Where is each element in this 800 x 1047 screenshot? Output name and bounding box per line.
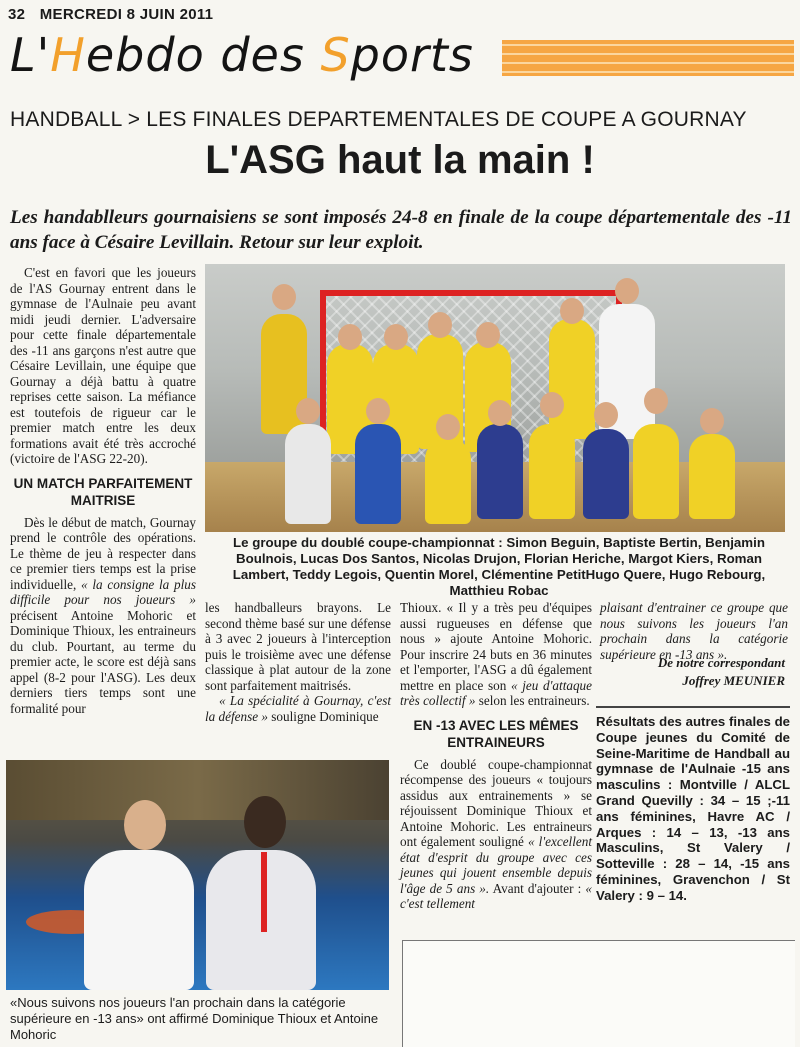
player-head xyxy=(476,322,500,348)
paragraph: les handballeurs brayons. Le second thème basé sur une défense à 3 avec 2 joueurs à l'interception puis le troisième avec une défense classique à plat autour de la zone sont parfaitement maitrisés. xyxy=(205,600,391,693)
paragraph xyxy=(10,515,196,717)
coach-shirt xyxy=(84,850,194,990)
player-figure xyxy=(477,424,523,519)
quote: « jeu d'attaque très collectif » xyxy=(400,677,592,708)
paragraph xyxy=(600,600,788,662)
article-column-2 xyxy=(205,600,391,724)
article-kicker: HANDBALL > LES FINALES DEPARTEMENTALES DE COUPE A GOURNAY xyxy=(10,108,747,131)
coach-head xyxy=(124,800,166,850)
empty-box xyxy=(402,940,795,1047)
paragraph-text: Thioux. « Il y a très peu d'équipes aussi rugueuses en défense que nous » ajoute Antoine Mohoric. Pour inscrire 24 buts en 36 minutes et l'emporter, l'ASG a dû également mettre en place son xyxy=(400,600,592,693)
paragraph-text: Avant d'ajouter : xyxy=(489,880,586,896)
paragraph-text: souligne Dominique xyxy=(268,708,379,724)
gym-wall xyxy=(6,760,389,820)
player-figure xyxy=(633,424,679,519)
issue-date: MERCREDI 8 JUIN 2011 xyxy=(39,6,214,23)
page-header xyxy=(8,6,213,23)
coach-head xyxy=(615,278,639,304)
article-headline: L'ASG haut la main ! xyxy=(205,138,595,182)
masthead-part: ports xyxy=(350,28,474,82)
quote: « l'excellent état d'esprit du groupe avec ces jeunes qui jouent ensemble depuis l'âge de 5 ans ». xyxy=(400,834,592,896)
masthead-part: ebdo des xyxy=(85,28,321,82)
lanyard xyxy=(261,852,267,932)
player-head xyxy=(594,402,618,428)
player-head xyxy=(366,398,390,424)
subheading: EN -13 AVEC LES MÊMES ENTRAINEURS xyxy=(413,717,579,750)
coach-head xyxy=(244,796,286,848)
coaches-photo-caption: «Nous suivons nos joueurs l'an prochain dans la catégorie supérieure en -13 ans» ont affirmé Dominique Thioux et Antoine Mohoric xyxy=(10,995,379,1042)
article-column-3 xyxy=(400,600,592,912)
player-figure xyxy=(355,424,401,524)
player-head xyxy=(428,312,452,338)
masthead-part: L' xyxy=(10,28,51,82)
paragraph xyxy=(400,600,592,709)
team-photo-caption: Le groupe du doublé coupe-championnat : Simon Beguin, Baptiste Bertin, Benjamin Boulnois, Lucas Dos Santos, Nicolas Drujon, Florian Heriche, Margot Kiers, Roman Lambert, Teddy Legois, Quentin Morel, Clémentine PetitHugo Quere, Hugo Rebourg, Matthieu Robac xyxy=(232,535,766,598)
masthead-part: H xyxy=(50,28,86,82)
player-figure xyxy=(583,429,629,519)
masthead-stripe xyxy=(502,40,794,76)
player-head xyxy=(384,324,408,350)
paragraph: C'est en favori que les joueurs de l'AS Gournay entrent dans le gymnase de l'Aulnaie peu avant midi jeudi dernier. L'adversaire pour cette finale départementale des -11 ans garçons n'est autre que Césaire Levillain, une équipe que Gournay a déjà battu à quatre reprises cette saison. La méfiance est toutefois de rigueur car le premier match entre les deux formations avait été très accroché (victoire de l'ASG 22-20). xyxy=(10,265,196,466)
byline-name: Joffrey MEUNIER xyxy=(682,673,785,688)
paragraph-text: Ce doublé coupe-championnat récompense des joueurs « toujours assidus aux entrainements » se réjouissent Dominique Thioux et Antoine Mohoric. Les entraineurs ont également souligné xyxy=(400,756,592,849)
player-head xyxy=(296,398,320,424)
player-head xyxy=(560,298,584,324)
paragraph-text: selon les entraineurs. xyxy=(475,693,590,708)
player-figure xyxy=(549,319,595,439)
quote: « c'est tellement xyxy=(400,880,592,911)
player-figure xyxy=(285,424,331,524)
team-photo xyxy=(205,264,785,532)
masthead-part: S xyxy=(320,28,351,82)
paragraph-text: précisent Antoine Mohoric et Dominique Thioux, les entraineurs du club. Pourtant, au terme du premier acte, le score est déjà sans appel (8-2 pour l'ASG). Les deux derniers tiers temps sont une formalité pour xyxy=(10,607,196,716)
quote: « la consigne la plus difficile pour nos joueurs » xyxy=(10,576,196,607)
player-head xyxy=(644,388,668,414)
paragraph xyxy=(400,757,592,912)
player-head xyxy=(540,392,564,418)
player-figure xyxy=(529,424,575,519)
player-head xyxy=(436,414,460,440)
page-number: 32 xyxy=(8,6,26,23)
player-head xyxy=(488,400,512,426)
paragraph xyxy=(205,693,391,724)
article-lede: Les handablleurs gournaisiens se sont imposés 24-8 en finale de la coupe départementale des -11 ans face à Césaire Levillain. Retour sur leur exploit. xyxy=(10,207,792,253)
player-head xyxy=(700,408,724,434)
player-head xyxy=(272,284,296,310)
player-head xyxy=(338,324,362,350)
article-column-1 xyxy=(10,265,196,716)
quote: « La spécialité à Gournay, c'est la défense » xyxy=(205,693,391,724)
article-column-4 xyxy=(600,600,788,662)
results-text: Résultats des autres finales de Coupe jeunes du Comité de Seine-Maritime de Handball au gymnase de l'Aulnaie -15 ans masculins : Montville / ALCL Grand Quevilly : 34 – 15 ;-11 ans féminines, Havre AC / Arques : 14 – 13, -13 ans Masculins, St Valery / Sotteville : 28 – 14, -15 ans féminines, Gravenchon / St Valery : 9 – 14. xyxy=(596,714,790,903)
quote: plaisant d'entrainer ce groupe que nous suivons les joueurs l'an prochain dans la catégorie supérieure en -13 ans ». xyxy=(600,600,788,662)
paragraph-text: Dès le début de match, Gournay prend le contrôle des opérations. Le thème de jeu à respecter dans ce premier tiers temps est la prise individuelle, xyxy=(10,514,196,592)
player-figure xyxy=(425,439,471,524)
player-figure xyxy=(689,434,735,519)
results-box xyxy=(596,706,790,904)
masthead-title xyxy=(10,28,474,82)
subheading: UN MATCH PARFAITEMENT MAITRISE xyxy=(13,475,193,508)
byline-label: De notre correspondant xyxy=(657,655,785,670)
coaches-photo xyxy=(6,760,389,990)
